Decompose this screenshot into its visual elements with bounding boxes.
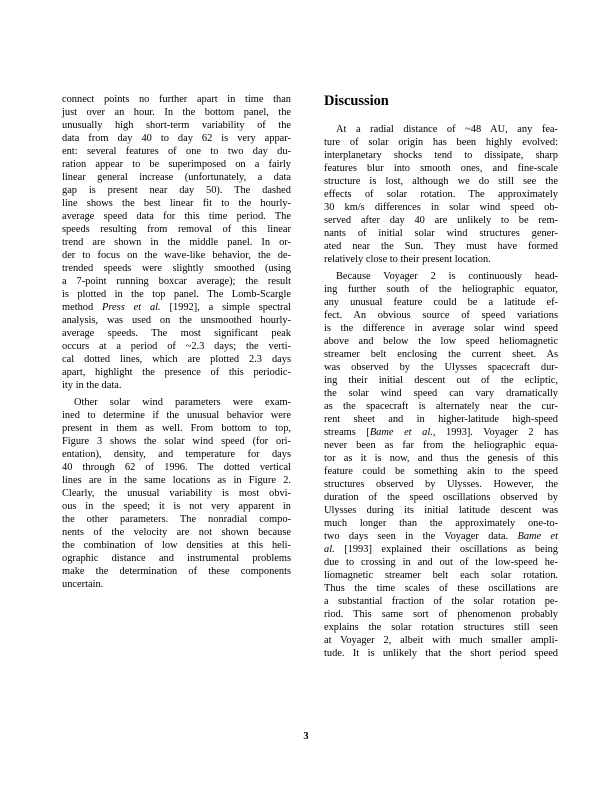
text-line: cal dotted lines, which are plotted 2.3 days: [62, 354, 291, 365]
text-line: Figure 3 shows the solar wind speed (for ori-: [62, 436, 291, 447]
paragraph: [324, 123, 558, 266]
text-line: method Press et al. [1992], a simple spectral: [62, 302, 292, 313]
text-line: the solar wind speed can vary dramatically: [324, 388, 558, 399]
text-line: a 7-point running boxcar average); the result: [62, 276, 291, 287]
text-line: ographic distance and instrumental problems: [62, 553, 291, 564]
text-line: riod. This same sort of phenomenon probably: [324, 609, 558, 620]
text-line: is plotted in the top panel. The Lomb-Scargle: [62, 289, 291, 300]
text-line: ent: several features of one to two day du-: [62, 146, 291, 157]
text-line: is the difference in average solar wind speed: [324, 323, 558, 334]
text-line: line shows the best linear fit to the hourly-: [62, 198, 291, 209]
text-line: nents of the velocity are not shown because: [62, 527, 291, 538]
text-line: structure is lost, although we do still see the: [324, 176, 558, 187]
text-line: rent sheet and in higher-latitude high-speed: [324, 414, 558, 425]
text-line: ing further south of the heliographic equator,: [324, 284, 558, 295]
text-line: duration of the speed oscillations observed by: [324, 492, 558, 503]
text-line: at Voyager 2, albeit with much smaller ampli-: [324, 635, 558, 646]
text-line: served after day 40 are unlikely to be rem-: [324, 215, 558, 226]
text-line: above and below the low speed heliomagnetic: [324, 336, 558, 347]
text-line: trend are shown in the middle panel. In or-: [62, 237, 291, 248]
text-line: linear general increase (unfortunately, a data: [62, 172, 291, 183]
section-heading-discussion: Discussion: [324, 93, 389, 109]
text-line: lines are in the same locations as in Figure 2.: [62, 475, 291, 486]
text-line: due to crossing in and out of the low-speed he-: [324, 557, 558, 568]
text-line: data from day 40 to day 62 is very appar-: [62, 133, 291, 144]
text-line: as the spacecraft is alternately near the cur-: [324, 401, 558, 412]
text-line: liomagnetic streamer belt each solar rotation.: [324, 570, 558, 581]
text-line: entation), density, and temperature for days: [62, 449, 291, 460]
text-line: tude. It is unlikely that the short period speed: [324, 648, 558, 659]
text-line: uncertain.: [62, 579, 104, 590]
text-line: Because Voyager 2 is continuously head-: [336, 271, 558, 282]
text-line: a substantial fraction of the solar rotation pe-: [324, 596, 558, 607]
text-line: two days seen in the Voyager data. Bame et: [324, 531, 558, 542]
text-line: gap is present near day 50). The dashed: [62, 185, 291, 196]
text-line: just over an hour. In the bottom panel, the: [62, 107, 291, 118]
text-line: Ulysses during its initial latitude descent was: [324, 505, 558, 516]
text-line: never been as far from the heliographic equa-: [324, 440, 558, 451]
text-line: much longer than the approximately one-to-: [324, 518, 558, 529]
text-line: ration appear to be superimposed on a fairly: [62, 159, 291, 170]
text-line: was observed by the Ulysses spacecraft dur-: [324, 362, 558, 373]
text-line: ous in the speed; it is not very apparent in: [62, 501, 291, 512]
text-line: al. [1993] explained their oscillations as being: [324, 544, 558, 555]
text-line: Clearly, the unusual variability is most obvi-: [62, 488, 291, 499]
text-line: the combination of low densities at this heli-: [62, 540, 291, 551]
text-line: feature could be something akin to the speed: [324, 466, 558, 477]
page-number: 3: [303, 731, 309, 742]
text-line: any unusual feature could be a latitude ef-: [324, 297, 558, 308]
paragraph: [62, 396, 291, 591]
text-line: streamer belt enclosing the current sheet. As: [324, 349, 558, 360]
text-line: effects of solar rotation. The approximately: [324, 189, 558, 200]
text-line: Thus the time scales of these oscillations are: [324, 583, 558, 594]
text-line: explains the solar rotation structures still seen: [324, 622, 558, 633]
text-line: fect. An obvious source of speed variations: [324, 310, 558, 321]
text-line: ture of solar origin has been highly evolved:: [324, 137, 558, 148]
text-line: apart, highlight the presence of this periodic-: [62, 367, 291, 378]
text-line: connect points no further apart in time than: [62, 94, 291, 105]
text-line: ined to determine if the unusual behavior were: [62, 410, 291, 421]
text-line: streams [Bame et al., 1993]. Voyager 2 has: [324, 427, 558, 438]
text-line: interplanetary shocks tend to dissipate, sharp: [324, 150, 558, 161]
text-line: average speeds. The most significant peak: [62, 328, 291, 339]
text-line: trended speeds were slightly smoothed (using: [62, 263, 291, 274]
text-line: At a radial distance of ~48 AU, any fea-: [336, 124, 558, 135]
text-line: ing their initial descent out of the ecliptic,: [324, 375, 558, 386]
text-line: relatively close to their present location.: [324, 254, 491, 265]
text-line: nants of initial solar wind structures gener-: [324, 228, 558, 239]
text-line: unusually high short-term variability of the: [62, 120, 291, 131]
text-line: average speed data for this time period. The: [62, 211, 291, 222]
text-line: make the determination of these components: [62, 566, 291, 577]
text-line: structures observed by Ulysses. However, the: [324, 479, 558, 490]
right-column: [324, 93, 558, 660]
text-line: 30 km/s differences in solar wind speed ob-: [324, 202, 558, 213]
paragraph: [324, 270, 558, 660]
text-line: 40 through 62 of 1996. The dotted vertical: [62, 462, 291, 473]
text-line: analysis, was used on the unsmoothed hourly-: [62, 315, 291, 326]
text-line: ity in the data.: [62, 380, 122, 391]
text-line: present in them as well. From bottom to top,: [62, 423, 291, 434]
text-line: tor as it is now, and thus the genesis of this: [324, 453, 558, 464]
paragraph: [62, 93, 291, 392]
text-line: features blur into smooth ones, and fine-scale: [324, 163, 558, 174]
left-column: [62, 93, 291, 591]
text-line: speeds resulting from removal of this linear: [62, 224, 291, 235]
text-line: the other parameters. The nonradial compo-: [62, 514, 291, 525]
text-line: der to focus on the wave-like behavior, the de-: [62, 250, 291, 261]
text-line: Other solar wind parameters were exam-: [74, 397, 291, 408]
text-line: occurs at a period of ~2.3 days; the verti-: [62, 341, 291, 352]
text-line: ated near the Sun. They must have formed: [324, 241, 558, 252]
